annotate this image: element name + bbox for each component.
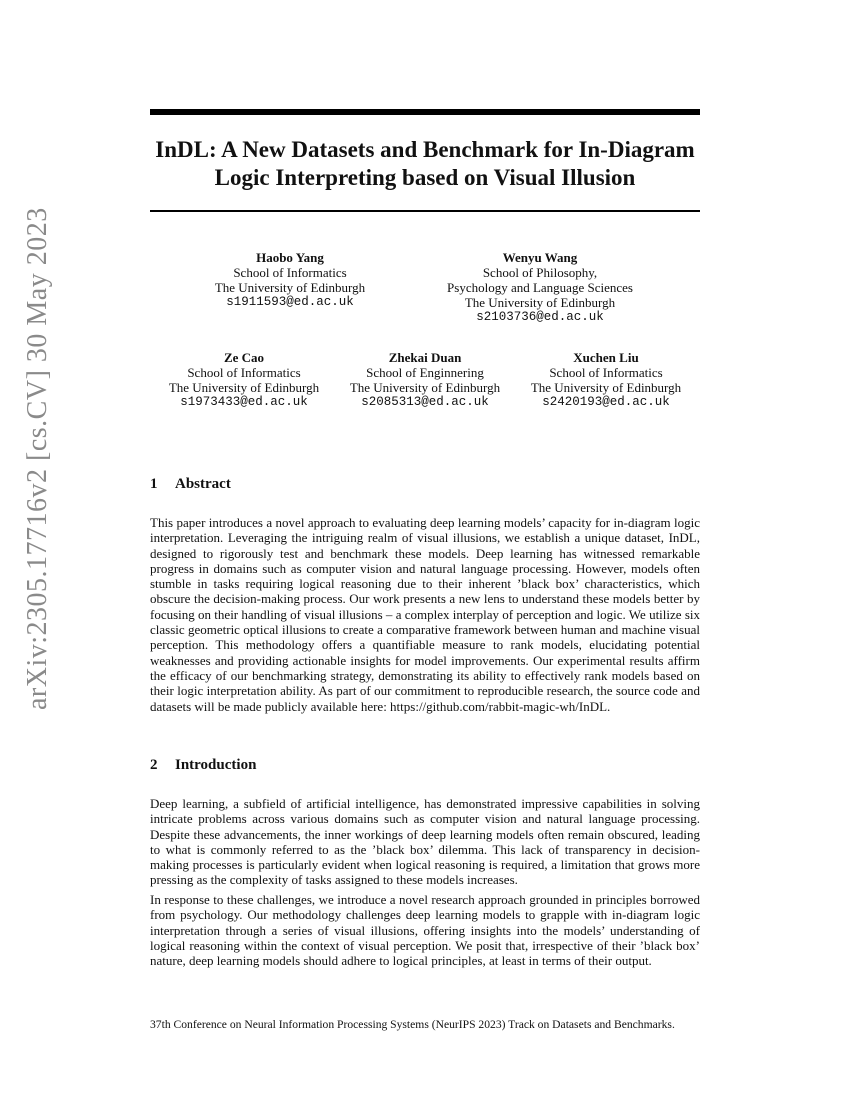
author-affiliation-line: School of Enginnering — [366, 365, 484, 380]
author-affiliation-line: School of Philosophy, — [482, 265, 598, 280]
author-block — [190, 250, 390, 310]
author-email: s1911593@ed.ac.uk — [226, 295, 354, 309]
author-name: Ze Cao — [223, 350, 265, 365]
abstract-paragraph: This paper introduces a novel approach to evaluating deep learning models’ capacity for in-diagram logic interpretation. Leveraging the intriguing realm of visual illusions, we establish a unique dataset, InDL, designed to rigorously test and benchmark these models. Deep learning has witnessed remarkable progress in domains such as computer vision and natural language processing. However, models often stumble in tasks requiring logical reasoning due to their inherent ’black box’ characteristics, which obscure the decision-making process. Our work presents a new lens to understand these models better by focusing on their handling of visual illusions – a complex interplay of perception and logic. We utilize six classic geometric optical illusions to create a comparative framework between human and machine visual perception. This methodology offers a quantifiable measure to rank models, elucidating potential weaknesses and providing actionable insights for model improvements. Our experimental results affirm the efficacy of our benchmarking strategy, demonstrating its ability to effectively rank models based on their logic interpretation ability. As part of our commitment to reproducible research, the source code and datasets will be made publicly available here: https://github.com/rabbit-magic-wh/InDL. — [150, 515, 700, 714]
paper-title: InDL: A New Datasets and Benchmark for In-Diagram Logic Interpreting based on Visual Illusion — [155, 137, 695, 190]
author-affiliation-line: School of Informatics — [549, 365, 663, 380]
author-affiliation-line: School of Informatics — [233, 265, 347, 280]
author-block — [154, 350, 334, 410]
author-name: Zhekai Duan — [388, 350, 462, 365]
title-rule-top — [150, 109, 700, 115]
arxiv-identifier: arXiv:2305.17716v2 [cs.CV] 30 May 2023 — [22, 207, 53, 710]
author-affiliation-line: School of Informatics — [187, 365, 301, 380]
author-name: Xuchen Liu — [573, 350, 639, 365]
author-affiliation-line: The University of Edinburgh — [464, 295, 616, 310]
author-email: s1973433@ed.ac.uk — [180, 395, 308, 409]
author-affiliation-line: The University of Edinburgh — [349, 380, 501, 395]
conference-footnote: 37th Conference on Neural Information Processing Systems (NeurIPS 2023) Track on Datasets and Benchmarks. — [150, 1018, 675, 1031]
author-email: s2420193@ed.ac.uk — [542, 395, 670, 409]
author-affiliation-line: Psychology and Language Sciences — [447, 280, 633, 295]
author-email: s2085313@ed.ac.uk — [361, 395, 489, 409]
author-affiliation-line: The University of Edinburgh — [530, 380, 682, 395]
section-number: 1 — [150, 476, 158, 492]
author-email: s2103736@ed.ac.uk — [476, 310, 604, 324]
author-block — [516, 350, 696, 410]
section-heading-introduction — [150, 756, 256, 774]
author-block — [430, 250, 650, 325]
section-title: Abstract — [175, 476, 231, 492]
author-name: Haobo Yang — [256, 250, 324, 265]
body-paragraph: Deep learning, a subfield of artificial intelligence, has demonstrated impressive capabilities in solving intricate problems across various domains such as computer vision and natural language processing. Despite these advancements, the inner workings of deep learning models often remain obscured, leading to what is commonly referred to as the ’black box’ dilemma. This lack of transparency in decision-making processes is particularly evident when logical reasoning is required, a limitation that grows more pressing as the complexity of tasks assigned to these models increases. — [150, 796, 700, 888]
author-affiliation-line: The University of Edinburgh — [168, 380, 320, 395]
author-block — [335, 350, 515, 410]
title-rule-bottom — [150, 210, 700, 212]
author-name: Wenyu Wang — [502, 250, 578, 265]
section-title: Introduction — [175, 757, 257, 773]
author-affiliation-line: The University of Edinburgh — [214, 280, 366, 295]
body-paragraph: In response to these challenges, we introduce a novel research approach grounded in principles borrowed from psychology. Our methodology challenges deep learning models to grapple with in-diagram logic interpretation through a series of visual illusions, offering insights into the models’ understanding of logical reasoning within the context of visual perception. We posit that, irrespective of their ’black box’ nature, deep learning models should adhere to logical principles, at least in terms of their output. — [150, 892, 700, 969]
section-heading-abstract — [150, 475, 231, 493]
section-number: 2 — [150, 757, 158, 773]
